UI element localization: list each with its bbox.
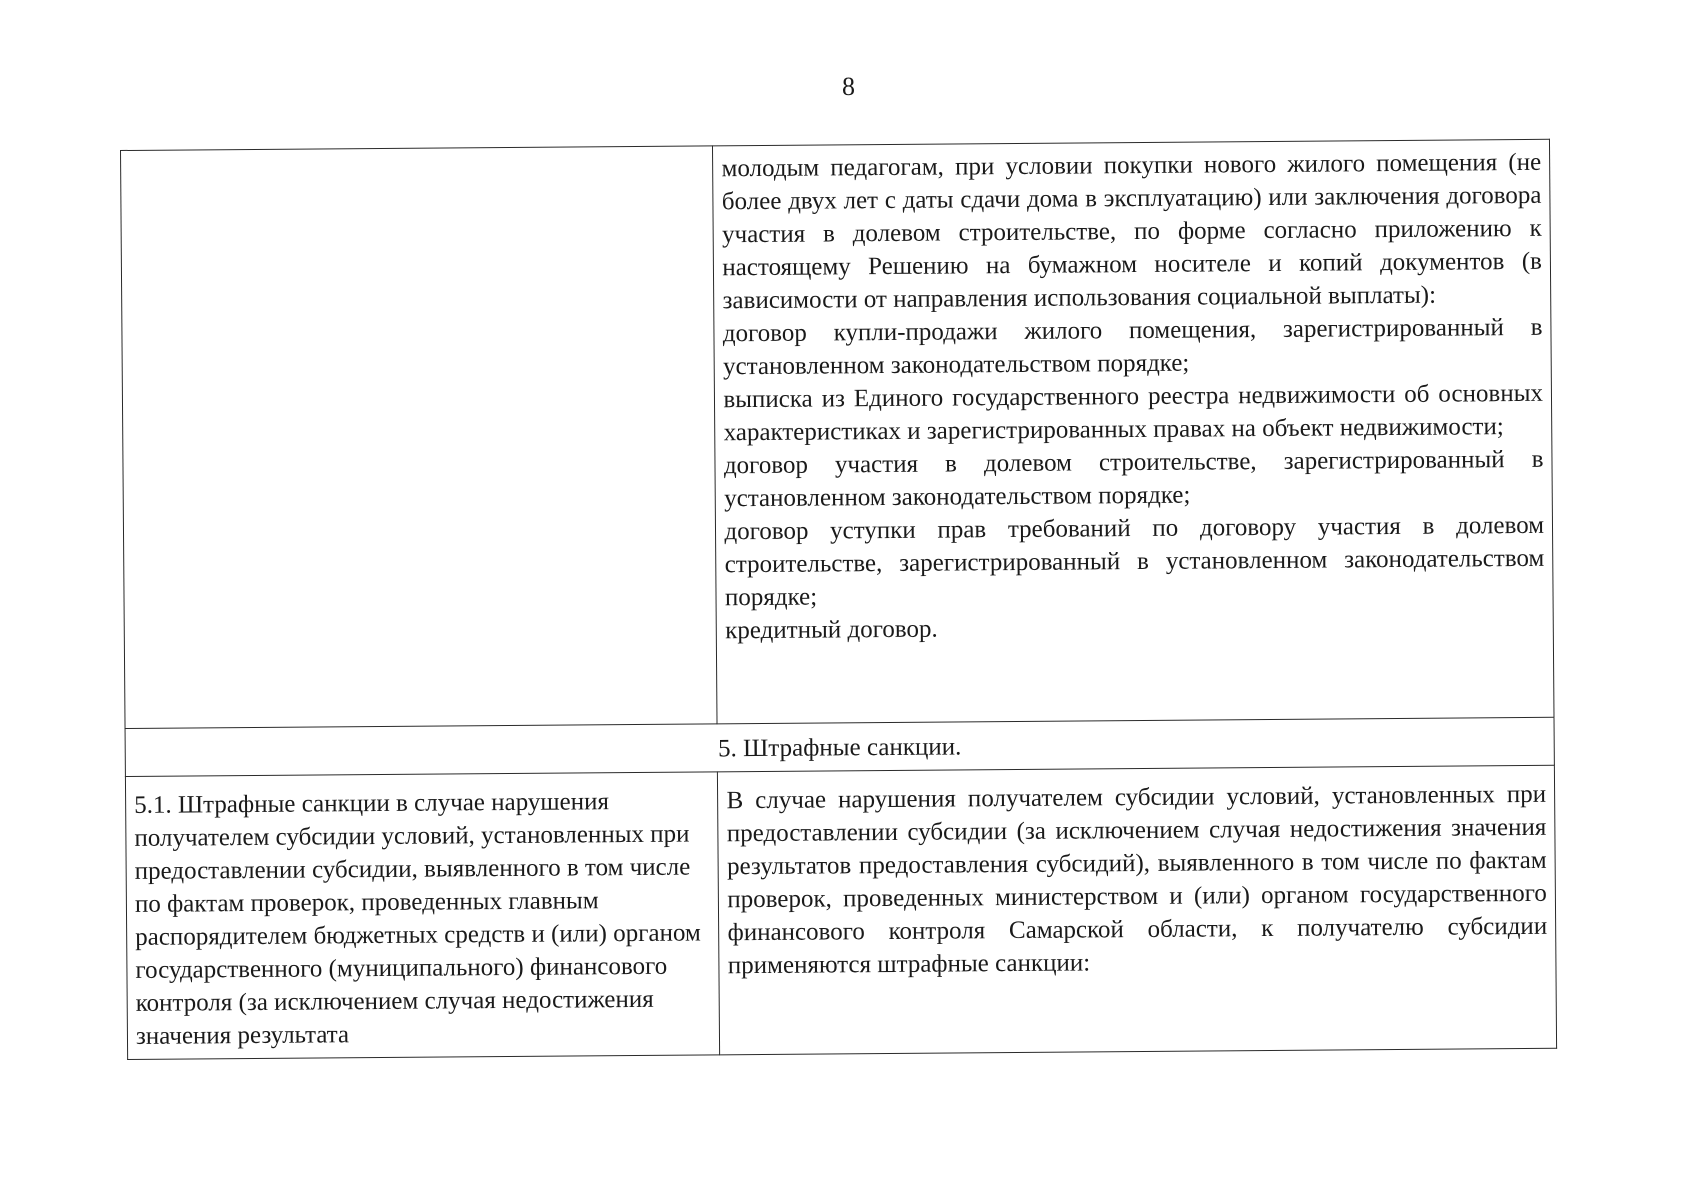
section-heading: 5. Штрафные санкции. — [125, 717, 1554, 776]
table-row-documents — [121, 139, 1554, 728]
table-cell-penalty-clause: 5.1. Штрафные санкции в случае нарушения получателем субсидии условий, установленных при предоставлении субсидии, выявленного в том числе по фактам проверок, проведенных главным распорядителем бюджетных средств и (или) органом государственного (муниципального) финансового контроля (за исключением случая недостижения значения результата — [125, 772, 720, 1060]
paragraph-purchase-contract: договор купли-продажи жилого помещения, зарегистрированный в установленном законодательством порядке; — [722, 313, 1543, 381]
table-row-penalties — [125, 765, 1556, 1059]
paragraph-penalty-description: В случае нарушения получателем субсидии условий, установленных при предоставлении субсидии (за исключением случая недостижения значения результатов предоставления субсидий), выявленного в том числе по фактам проверок, проведенных министерством и (или) органом государственного финансового контроля Самарской области, к получателю субсидии применяются штрафные санкции: — [726, 780, 1548, 980]
paragraph-credit-contract: кредитный договор. — [725, 615, 938, 645]
table-cell-documents-list — [713, 139, 1554, 724]
table-cell-penalty-description — [718, 765, 1557, 1055]
paragraph-intro: молодым педагогам, при условии покупки нового жилого помещения (не более двух лет с даты сдачи дома в эксплуатацию) или заключения договора участия в долевом строительстве, по форме согласно приложению к настоящему Решению на бумажном носителе и копий документов (в зависимости от направления использования социальной выплаты): — [721, 148, 1543, 315]
paragraph-registry-extract: выписка из Единого государственного реестра недвижимости об основных характеристиках и зарегистрированных правах на объект недвижимости; — [723, 379, 1544, 447]
page-number: 8 — [842, 72, 855, 101]
document-table — [120, 139, 1557, 1060]
paragraph-shared-construction-contract: договор участия в долевом строительстве, зарегистрированный в установленном законодательством порядке; — [723, 445, 1544, 513]
table-cell-empty — [121, 146, 718, 729]
paragraph-assignment-contract: договор уступки прав требований по договору участия в долевом строительстве, зарегистрированный в установленном законодательством порядке; — [724, 511, 1545, 612]
